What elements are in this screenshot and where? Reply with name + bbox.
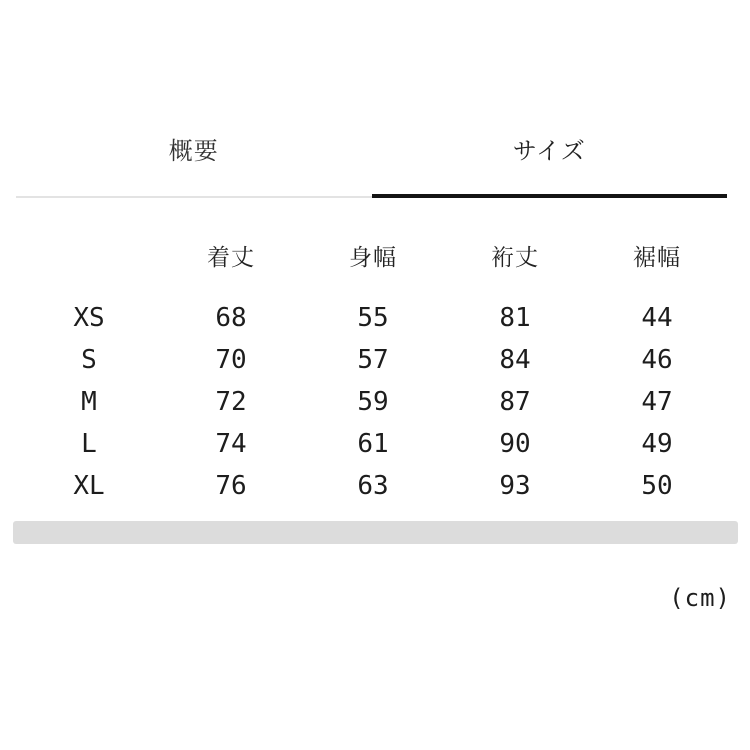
- size-label: S: [81, 345, 97, 375]
- tab-overview[interactable]: 概要: [16, 138, 372, 198]
- tab-size[interactable]: サイズ: [372, 138, 728, 198]
- cell-value: 49: [641, 429, 673, 459]
- column-header-length: 着丈: [207, 244, 255, 270]
- cell-value: 81: [499, 303, 531, 333]
- table-row-s: [18, 339, 728, 381]
- column-header-body-width: 身幅: [349, 244, 397, 270]
- horizontal-scrollbar[interactable]: [13, 521, 738, 544]
- header-spacer: [18, 234, 160, 280]
- size-table-body: [18, 297, 728, 507]
- cell-value: 50: [641, 471, 673, 501]
- cell-value: 47: [641, 387, 673, 417]
- size-label: XS: [73, 303, 105, 333]
- cell-value: 70: [215, 345, 247, 375]
- cell-value: 93: [499, 471, 531, 501]
- size-table: [18, 234, 728, 507]
- cell-value: 61: [357, 429, 389, 459]
- tab-bar: [16, 138, 727, 198]
- table-row-xs: [18, 297, 728, 339]
- size-label: XL: [73, 471, 105, 501]
- column-header-hem-width: 裾幅: [633, 244, 681, 270]
- cell-value: 55: [357, 303, 389, 333]
- size-label: M: [81, 387, 97, 417]
- cell-value: 46: [641, 345, 673, 375]
- cell-value: 59: [357, 387, 389, 417]
- cell-value: 72: [215, 387, 247, 417]
- cell-value: 76: [215, 471, 247, 501]
- cell-value: 68: [215, 303, 247, 333]
- cell-value: 74: [215, 429, 247, 459]
- cell-value: 44: [641, 303, 673, 333]
- unit-label: (cm): [669, 584, 731, 612]
- table-row-xl: [18, 465, 728, 507]
- size-table-header-row: [18, 234, 728, 280]
- cell-value: 90: [499, 429, 531, 459]
- table-row-m: [18, 381, 728, 423]
- cell-value: 57: [357, 345, 389, 375]
- table-row-l: [18, 423, 728, 465]
- column-header-sleeve-length: 裄丈: [491, 244, 539, 270]
- cell-value: 63: [357, 471, 389, 501]
- size-label: L: [81, 429, 97, 459]
- cell-value: 84: [499, 345, 531, 375]
- cell-value: 87: [499, 387, 531, 417]
